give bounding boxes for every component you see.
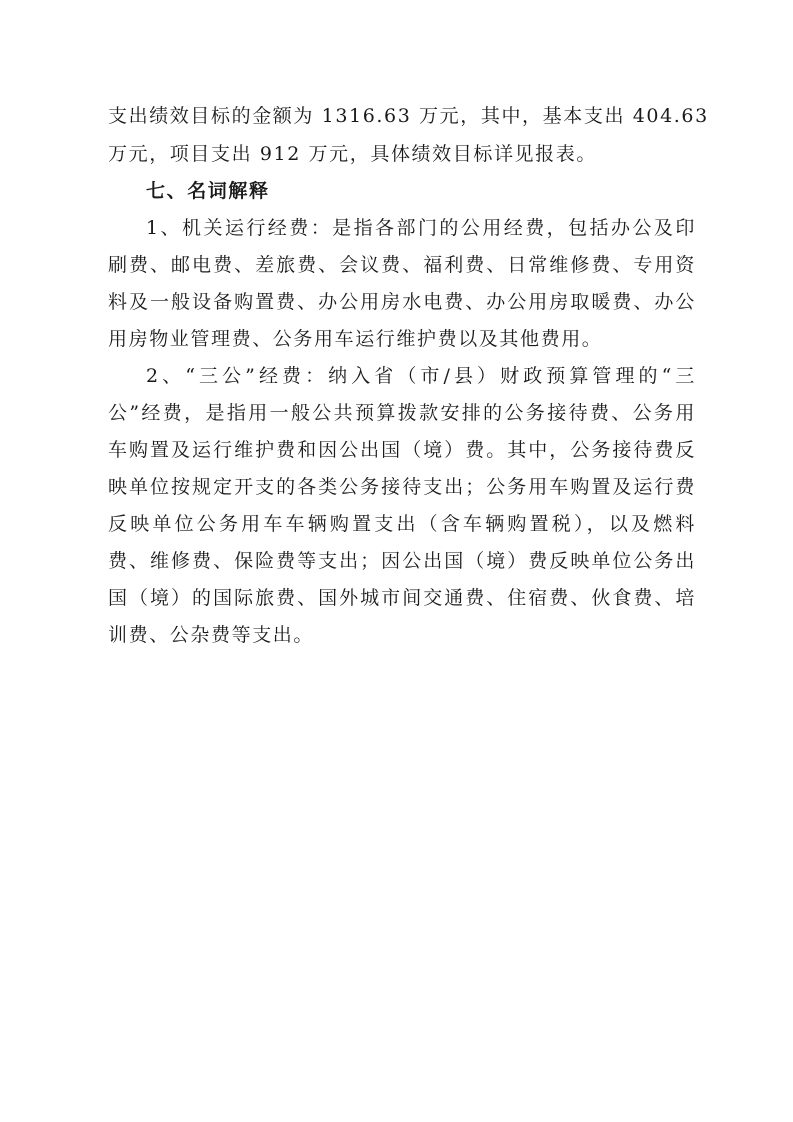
item1-line-3: 料及一般设备购置费、办公用房水电费、办公用房取暖费、办公 bbox=[108, 291, 696, 313]
item1-line-4: 用房物业管理费、公务用车运行维护费以及其他费用。 bbox=[108, 328, 603, 350]
item2-line-5: 反映单位公务用车车辆购置支出（含车辆购置税），以及燃料 bbox=[108, 513, 696, 535]
item2-line-6: 费、维修费、保险费等支出；因公出国（境）费反映单位公务出 bbox=[108, 550, 696, 572]
item2-line-8: 训费、公杂费等支出。 bbox=[108, 624, 315, 646]
item2-line-1: 2、“三公”经费：纳入省（市/县）财政预算管理的“三 bbox=[146, 365, 696, 387]
item2-line-2: 公”经费，是指用一般公共预算拨款安排的公务接待费、公务用 bbox=[108, 402, 696, 424]
item1-line-1: 1、机关运行经费：是指各部门的公用经费，包括办公及印 bbox=[146, 217, 696, 239]
section-heading: 七、名词解释 bbox=[146, 180, 270, 202]
item2-line-7: 国（境）的国际旅费、国外城市间交通费、住宿费、伙食费、培 bbox=[108, 587, 696, 609]
item1-line-2: 刷费、邮电费、差旅费、会议费、福利费、日常维修费、专用资 bbox=[108, 254, 696, 276]
intro-line-2: 万元，项目支出 912 万元，具体绩效目标详见报表。 bbox=[108, 143, 597, 165]
intro-line-1: 支出绩效目标的金额为 1316.63 万元，其中，基本支出 404.63 bbox=[108, 105, 709, 127]
item2-line-3: 车购置及运行维护费和因公出国（境）费。其中，公务接待费反 bbox=[108, 439, 696, 461]
item2-line-4: 映单位按规定开支的各类公务接待支出；公务用车购置及运行费 bbox=[108, 476, 696, 498]
